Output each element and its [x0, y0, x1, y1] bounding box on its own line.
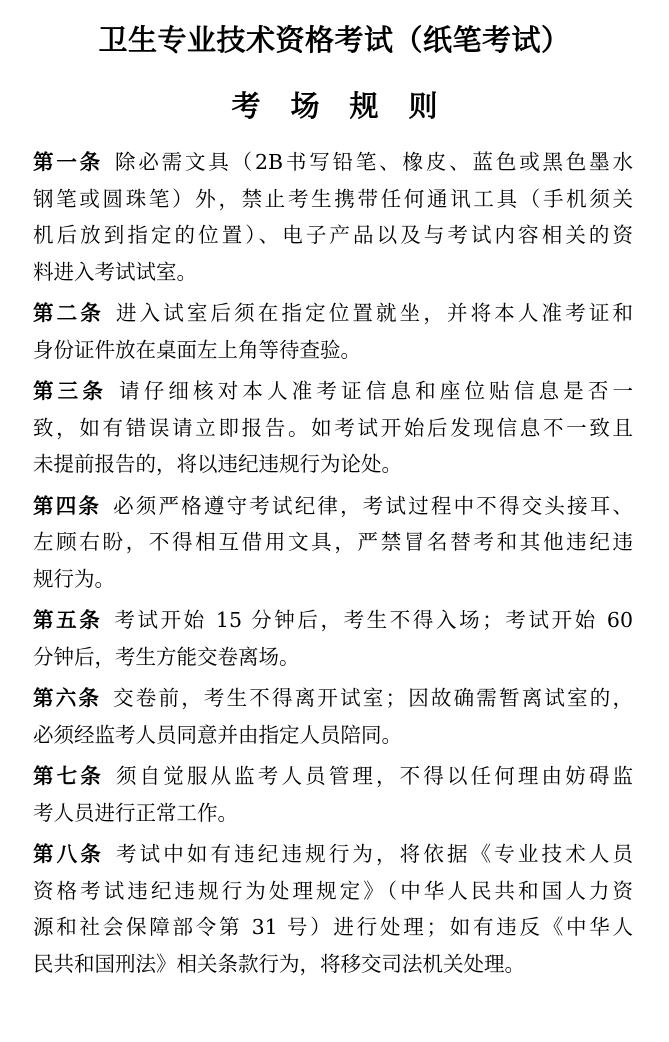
article-label: 第四条 [33, 493, 102, 518]
article-7 [33, 758, 633, 831]
article-text-line: 交卷前，考生不得离开试室；因故确需暂离试室的， [113, 686, 634, 710]
article-label: 第五条 [33, 608, 103, 632]
rules-list [33, 144, 633, 987]
article-6 [33, 680, 633, 753]
article-text-line: 机后放到指定的位置）、电子产品以及与考试内容相关的资 [33, 223, 633, 247]
article-text-line: 源和社会保障部令第 31 号）进行处理；如有违反《中华人 [33, 915, 633, 939]
article-text-line: 分钟后，考生方能交卷离场。 [33, 644, 300, 669]
article-1 [33, 144, 633, 290]
article-text-line: 请仔细核对本人准考证信息和座位贴信息是否一 [119, 379, 634, 403]
article-text-line: 考人员进行正常工作。 [33, 800, 238, 825]
article-text-line: 身份证件放在桌面左上角等待查验。 [33, 337, 361, 362]
article-text-line: 除必需文具（2B书写铅笔、橡皮、蓝色或黑色墨水 [115, 150, 634, 174]
article-text-line: 左顾右盼，不得相互借用文具，严禁冒名替考和其他违纪违 [33, 530, 633, 554]
article-text-line: 民共和国刑法》相关条款行为，将移交司法机关处理。 [33, 951, 525, 976]
article-text-line: 资格考试违纪违规行为处理规定》（中华人民共和国人力资 [33, 878, 633, 903]
article-text-line: 须自觉服从监考人员管理，不得以任何理由妨碍监 [115, 764, 633, 788]
article-text-line: 考试开始 15 分钟后，考生不得入场；考试开始 60 [114, 608, 633, 632]
article-8 [33, 836, 633, 982]
article-label: 第一条 [33, 150, 103, 174]
article-3 [33, 373, 633, 483]
article-label: 第三条 [33, 379, 108, 403]
article-text-line: 必须严格遵守考试纪律，考试过程中不得交头接耳、 [113, 493, 634, 518]
article-text-line: 考试中如有违纪违规行为，将依据《专业技术人员 [115, 842, 633, 866]
article-4 [33, 488, 633, 598]
article-text-line: 必须经监考人员同意并由指定人员陪同。 [33, 722, 402, 747]
article-label: 第二条 [33, 301, 104, 325]
article-text-line: 致，如有错误请立即报告。如考试开始后发现信息不一致且 [33, 415, 633, 440]
article-text-line: 进入试室后须在指定位置就坐，并将本人准考证和 [115, 301, 633, 325]
article-5 [33, 602, 633, 675]
article-2 [33, 295, 633, 368]
article-text-line: 未提前报告的，将以违纪违规行为论处。 [33, 452, 402, 476]
document-subtitle: 考场规则 [231, 89, 468, 123]
article-label: 第八条 [33, 842, 104, 866]
article-text-line: 钢笔或圆珠笔）外，禁止考生携带任何通讯工具（手机须关 [33, 186, 633, 211]
article-label: 第六条 [33, 686, 102, 710]
article-label: 第七条 [33, 764, 104, 788]
article-text-line: 料进入考试试室。 [33, 259, 197, 284]
document-title: 卫生专业技术资格考试（纸笔考试） [98, 23, 571, 57]
article-text-line: 规行为。 [33, 566, 115, 591]
